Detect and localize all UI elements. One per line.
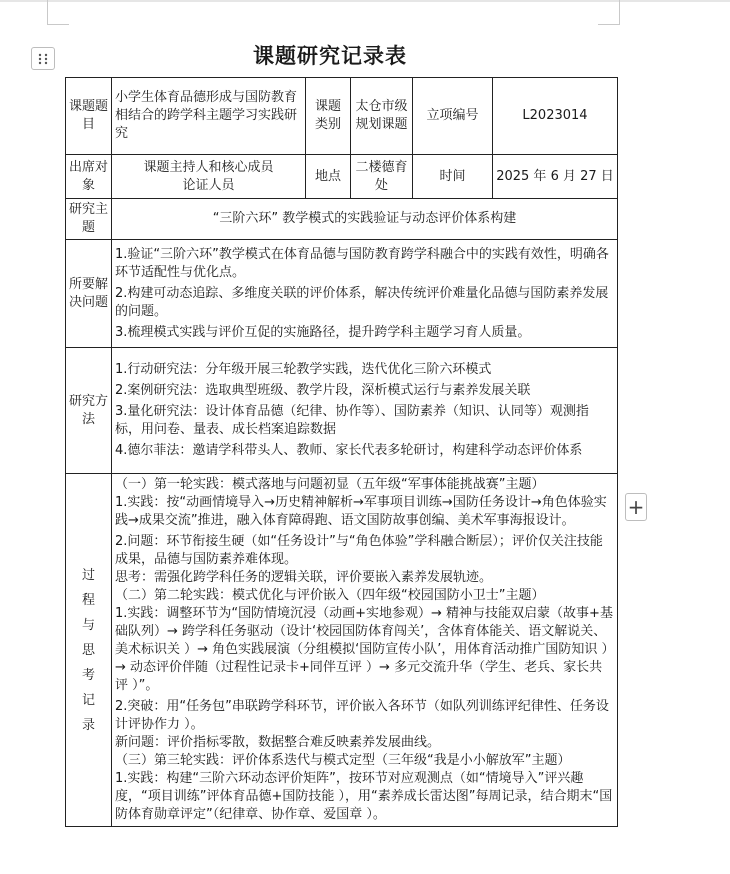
label-char: 思 [81,642,95,658]
record-table [65,77,618,827]
project-no-label: 立项编号 [413,78,493,155]
row-problems [66,240,618,348]
label-char: 过 [81,567,95,583]
method-item: 3.量化研究法：设计体育品德（纪律、协作等）、国防素养（知识、认同等）观测指标，用问卷、量表、成长档案追踪数据 [115,404,589,437]
problem-item: 3.梳理模式实践与评价互促的实施路径，提升跨学科主题学习育人质量。 [115,324,531,340]
row-topic [66,78,618,155]
process-record-value[interactable] [112,474,618,827]
attend-label: 出席对象 [66,155,112,199]
record-line: 思考：需强化跨学科任务的逻辑关联，评价要嵌入素养发展轨迹。 [115,570,493,585]
place-value[interactable]: 二楼德育处 [351,155,413,199]
record-line: 1.实践：调整环节为“国防情境沉浸（动画+实地参观）→ 精神与技能双启蒙（故事+基础队列）→ 跨学科任务驱动（设计‘校园国防体育闯关’，含体育体能关、语文解说关、美术标识关 ）→ 角色实践展演（分组模拟‘国防宣传小队’，用体育活动推广国防知识 ）→ 动态评价伴随（过程性记录卡+同伴互评 ）→ 多元交流升华（学生、老兵、家长共评 ）”。 [115,606,613,693]
label-char: 录 [81,717,95,733]
topic-label: 课题题目 [66,78,112,155]
record-line: 2.问题：环节衔接生硬（如“任务设计”与“角色体验”学科融合断层）；评价仅关注技能成果，品德与国防素养难体现。 [115,534,603,567]
attend-value[interactable] [112,155,306,199]
label-char: 程 [81,592,95,608]
attend-value-line-2: 论证人员 [182,177,235,193]
record-line: （三）第三轮实践：评价体系迭代与模式定型（三年级“我是小小解放军”主题） [115,753,571,768]
margin-corner-mark-left [47,0,48,24]
record-line: 1.实践：构建“三阶六环动态评价矩阵”，按环节对应观测点（如“情境导入”评兴趣度，“项目训练”评体育品德+国防技能 ），用“素养成长雷达图”每周记录，结合期末“国防体育勋章评定”（纪律章、协作章、爱国章 ）。 [115,771,613,822]
add-row-plus-icon[interactable]: + [625,493,647,521]
page-title: 课题研究记录表 [253,43,407,68]
problem-item: 1.验证“三阶六环”教学模式在体育品德与国防教育跨学科融合中的实践有效性，明确各环节适配性与优化点。 [115,246,609,280]
row-theme [66,199,618,240]
method-item: 4.德尔菲法：邀请学科带头人、教师、家长代表多轮研讨，构建科学动态评价体系 [115,443,583,458]
problems-label: 所要解决问题 [66,240,112,348]
theme-value[interactable]: “三阶六环” 教学模式的实践验证与动态评价体系构建 [112,199,618,240]
theme-label: 研究主题 [66,199,112,240]
row-process-record [66,474,618,827]
time-label: 时间 [413,155,493,199]
project-no-value[interactable]: L2023014 [493,78,618,155]
row-attend [66,155,618,199]
record-line: 1.实践：按“动画情境导入→历史精神解析→军事项目训练→国防任务设计→角色体验实践→成果交流”推进，融入体育障碍跑、语文国防故事创编、美术军事海报设计。 [115,495,607,528]
time-value[interactable]: 2025 年 6 月 27 日 [493,155,618,199]
page-top-edge [0,0,730,2]
record-line: （一）第一轮实践：模式落地与问题初显（五年级“军事体能挑战赛”主题） [115,477,545,492]
margin-corner-mark-right-h [598,24,620,25]
problems-value[interactable] [112,240,618,348]
margin-corner-mark-right [619,0,620,24]
problem-item: 2.构建可动态追踪、多维度关联的评价体系，解决传统评价难量化品德与国防素养发展的问题。 [115,285,609,319]
process-record-label [66,474,112,827]
methods-label: 研究方法 [66,348,112,474]
record-line: 2.突破：用“任务包”串联跨学科环节，评价嵌入各环节（如队列训练评纪律性、任务设计评协作力 ）。 [115,699,609,732]
record-line: 新问题：评价指标零散，数据整合难反映素养发展曲线。 [115,735,441,750]
method-item: 1.行动研究法：分年级开展三轮教学实践，迭代优化三阶六环模式 [115,362,492,377]
row-methods [66,348,618,474]
label-char: 记 [81,692,95,708]
record-line: （二）第二轮实践：模式优化与评价嵌入（四年级“校园国防小卫士”主题） [115,588,545,603]
topic-value[interactable]: 小学生体育品德形成与国防教育相结合的跨学科主题学习实践研究 [112,78,306,155]
label-char: 考 [81,667,95,683]
label-char: 与 [81,617,95,633]
type-value[interactable]: 太仓市级规划课题 [351,78,413,155]
methods-value[interactable] [112,348,618,474]
attend-value-line-1: 课题主持人和核心成员 [143,159,274,175]
margin-corner-mark-left-h [47,24,69,25]
place-label: 地点 [306,155,351,199]
type-label: 课题类别 [306,78,351,155]
method-item: 2.案例研究法：选取典型班级、教学片段，深析模式运行与素养发展关联 [115,383,531,398]
